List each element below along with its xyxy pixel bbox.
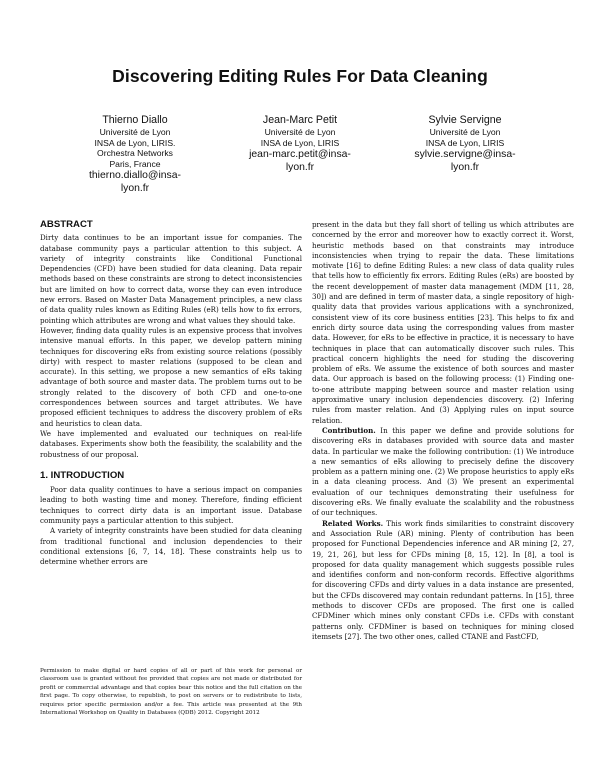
copyright-notice: Permission to make digital or hard copies of all or part of this work for personal or classroom use is granted without fee provided that copies are not made or distributed for profit or commercial advantage and that copies bear this notice and the full citation on the first page. To copy otherwise, to republish, to post on servers or to redistribute to lists, requires prior specific permission and/or a fee. This article was presented at the 9th International Workshop on Quality in Databases (QDB) 2012. Copyright 2012 <box>40 668 302 717</box>
author-email-line: sylvie.servigne@insa- <box>414 149 516 161</box>
intro-paragraph: Poor data quality continues to have a serious impact on companies leading to both wasting time and money. Therefore, finding efficient techniques to correct dirty data is an important issue. Database community pays a particular attention to this subject. <box>40 485 302 526</box>
introduction-heading: 1. INTRODUCTION <box>40 469 125 481</box>
author-3 <box>390 114 540 195</box>
author-2 <box>225 114 375 195</box>
contribution-paragraph <box>312 426 574 519</box>
abstract-paragraph: We have implemented and evaluated our techniques on real-life databases. Experiments show both the feasibility, the scalability and the robustness of our proposal. <box>40 428 302 459</box>
author-affiliation-line: INSA de Lyon, LIRIS <box>260 137 340 148</box>
author-name: Thierno Diallo <box>102 114 168 126</box>
author-email <box>60 170 210 195</box>
author-email-line: lyon.fr <box>450 161 480 173</box>
intro-paragraph: A variety of integrity constraints have been studied for data cleaning from traditional functional and inclusion dependencies to their conditional extensions [6, 7, 14, 18]. These constraints help us to determine whether errors are <box>40 526 302 567</box>
related-works-text: This work finds similarities to constraint discovery and Association Rule (AR) mining. Plenty of contribution has been proposed for Functional Dependencies inference and AR mining [2, 27, 19, 21, 26], but less for CFDs mining [8, 15, 12]. In [8], a tool is proposed for data quality management which suggests possible rules and identifies conform and non-conform records. Effective algorithms for discovering CFDs and dirty values in a data instance are presented, but the CFDs discovered may contain redundant patterns. In [15], three methods to discover CFDs are proposed. The first one is called CFDMiner which mines only constant CFDs i.e. CFDs with constant patterns only. CFDMiner is based on techniques for mining closed itemsets [27]. The two other ones, called CTANE and FastCFD, <box>312 518 575 641</box>
author-affiliation-line: Paris, France <box>109 158 161 169</box>
intro-continuation: present in the data but they fall short of telling us which attributes are concerned by the error and moreover how to exactly correct it. Worst, heuristic methods based on that constraints may introduce inconsistencies when trying to repair the data. These limitations motivate [16] to define Editing Rules: a new class of data quality rules that tells how to efficiently fix errors. Editing Rules (eRs) are boosted by the recent developpement of master data management (MDM [11, 28, 30]) and are defined in term of master data, a single repository of high-quality data that provides various applications with a synchronized, consistent view of its core business entities [23]. This helps to fix and enrich dirty source data using the corresponding values from master data. However, for eRs to be effective in practice, it is necessary to have techniques in place that can automatically discover such rules. This practical concern highlights the need for studing the discovering problem of eRs. We assume the existence of both sources and master data. Our approach is based on the following process: (1) Finding one-to-one attribute mapping between source and master relation using approximative unary inclusion dependencies discovery. (2) Infering rules from master relation. And (3) Applying rules on input source relation. <box>312 220 574 425</box>
author-affiliation-line: Université de Lyon <box>99 127 171 137</box>
author-affiliation-line: INSA de Lyon, LIRIS <box>425 137 505 148</box>
author-name: Sylvie Servigne <box>428 114 502 126</box>
author-email-line: jean-marc.petit@insa- <box>249 149 351 161</box>
related-works-label: Related Works. <box>322 518 384 528</box>
abstract-paragraph: Dirty data continues to be an important issue for companies. The database community pays a particular attention to this subject. A variety of integrity constraints like Conditional Functional Dependencies (CFD) have been studied for data cleaning. Data repair methods based on these constraints are strong to detect inconsistencies but are limited on how to correct data, worse they can even introduce new errors. Based on Master Data Management principles, a new class of data quality rules known as Editing Rules (eR) tells how to fix errors, pointing which attributes are wrong and what values they should take. <box>40 233 302 325</box>
paper-title: Discovering Editing Rules For Data Cleaning <box>112 66 488 86</box>
author-email-line: lyon.fr <box>285 161 315 173</box>
author-affiliation-line: Université de Lyon <box>429 127 501 137</box>
right-column <box>312 220 574 642</box>
author-affiliation-line: Orchestra Networks <box>97 148 173 159</box>
abstract-heading: ABSTRACT <box>40 219 93 230</box>
author-1 <box>60 114 210 195</box>
author-email <box>225 149 375 174</box>
author-affiliation-line: Université de Lyon <box>264 127 336 137</box>
author-name: Jean-Marc Petit <box>262 114 338 126</box>
contribution-text: In this paper we define and provide solutions for discovering eRs in databases provided with source data and master data. In particular we make the following contribution: (1) We introduce a new semantics of eRs allowing to precisely define the discovery problem as a pattern mining one. (2) We propose heuristics to apply eRs in a data cleaning process. And (3) We present an experimental evaluation of our techniques demonstrating their usefulness for discovering eRs. We finally evaluate the scalability and the robustness of our techniques. <box>312 425 574 518</box>
related-works-paragraph <box>312 519 574 643</box>
abstract-paragraph: However, finding data quality rules is an expensive process that involves intensive manual efforts. In this paper, we develop pattern mining techniques for discovering eRs from existing source relations (possibly dirty) with respect to master relations (supposed to be clean and accurate). In this setting, we propose a new semantics of eRs taking advantage of both source and master data. The problem turns out to be strongly related to the discovery of both CFD and one-to-one correspondences between sources and target attributes. We have proposed efficient techniques to address the discovery problem of eRs and heuristics to clean data. <box>40 325 302 428</box>
author-block <box>60 114 540 195</box>
author-email <box>390 149 540 174</box>
author-email-line: thierno.diallo@insa- <box>89 170 181 182</box>
author-email-line: lyon.fr <box>120 182 150 194</box>
left-column <box>40 220 302 568</box>
contribution-label: Contribution. <box>322 425 376 435</box>
author-affiliation-line: INSA de Lyon, LIRIS. <box>94 137 176 148</box>
